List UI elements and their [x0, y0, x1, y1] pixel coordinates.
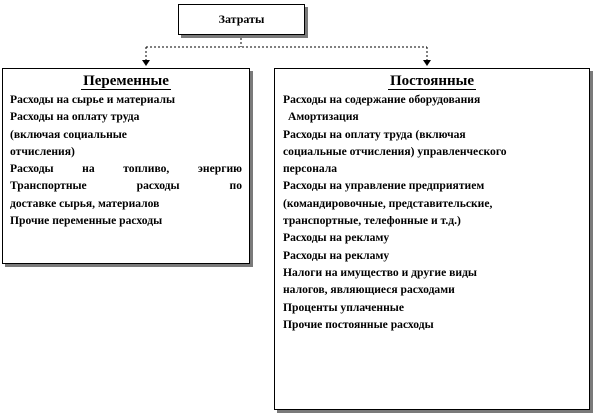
list-item: (включая социальные: [10, 127, 127, 141]
list-item: транспортные, телефонные и т.д.): [283, 214, 461, 228]
list-item: персонала: [283, 162, 338, 176]
list-item: Расходы на рекламу: [283, 231, 390, 245]
list-item: Налоги на имущество и другие виды: [283, 265, 477, 279]
list-item: Прочие постоянные расходы: [283, 317, 434, 331]
list-item: Расходы на топливо, энергию: [10, 162, 242, 176]
list-item: Транспортные расходы по: [10, 179, 242, 193]
list-item: отчисления): [10, 144, 75, 158]
variable-costs-box: [2, 68, 250, 264]
list-item: Расходы на сырье и материалы: [10, 93, 176, 106]
list-item: Амортизация: [288, 110, 359, 124]
list-item: доставке сырья, материалов: [10, 196, 160, 210]
list-item: Проценты уплаченные: [283, 300, 404, 314]
arrow-right-head: [423, 60, 431, 66]
fixed-costs-box: [274, 68, 590, 410]
variable-costs-title: Переменные: [83, 73, 169, 89]
list-item: налогов, являющиеся расходами: [283, 283, 455, 297]
root-label: Затраты: [218, 12, 265, 26]
list-item: Расходы на управление предприятием: [283, 179, 485, 193]
list-item: (командировочные, представительские,: [283, 196, 493, 210]
root-node: [178, 4, 305, 35]
list-item: социальные отчисления) управленческого: [283, 144, 507, 158]
arrow-left-head: [142, 60, 150, 66]
fixed-costs-title: Постоянные: [390, 73, 474, 89]
list-item: Расходы на оплату труда (включая: [283, 127, 466, 141]
list-item: Расходы на содержание оборудования: [283, 93, 481, 106]
list-item: Расходы на рекламу: [283, 248, 390, 262]
list-item: Расходы на оплату труда: [10, 110, 140, 124]
list-item: Прочие переменные расходы: [10, 214, 163, 228]
